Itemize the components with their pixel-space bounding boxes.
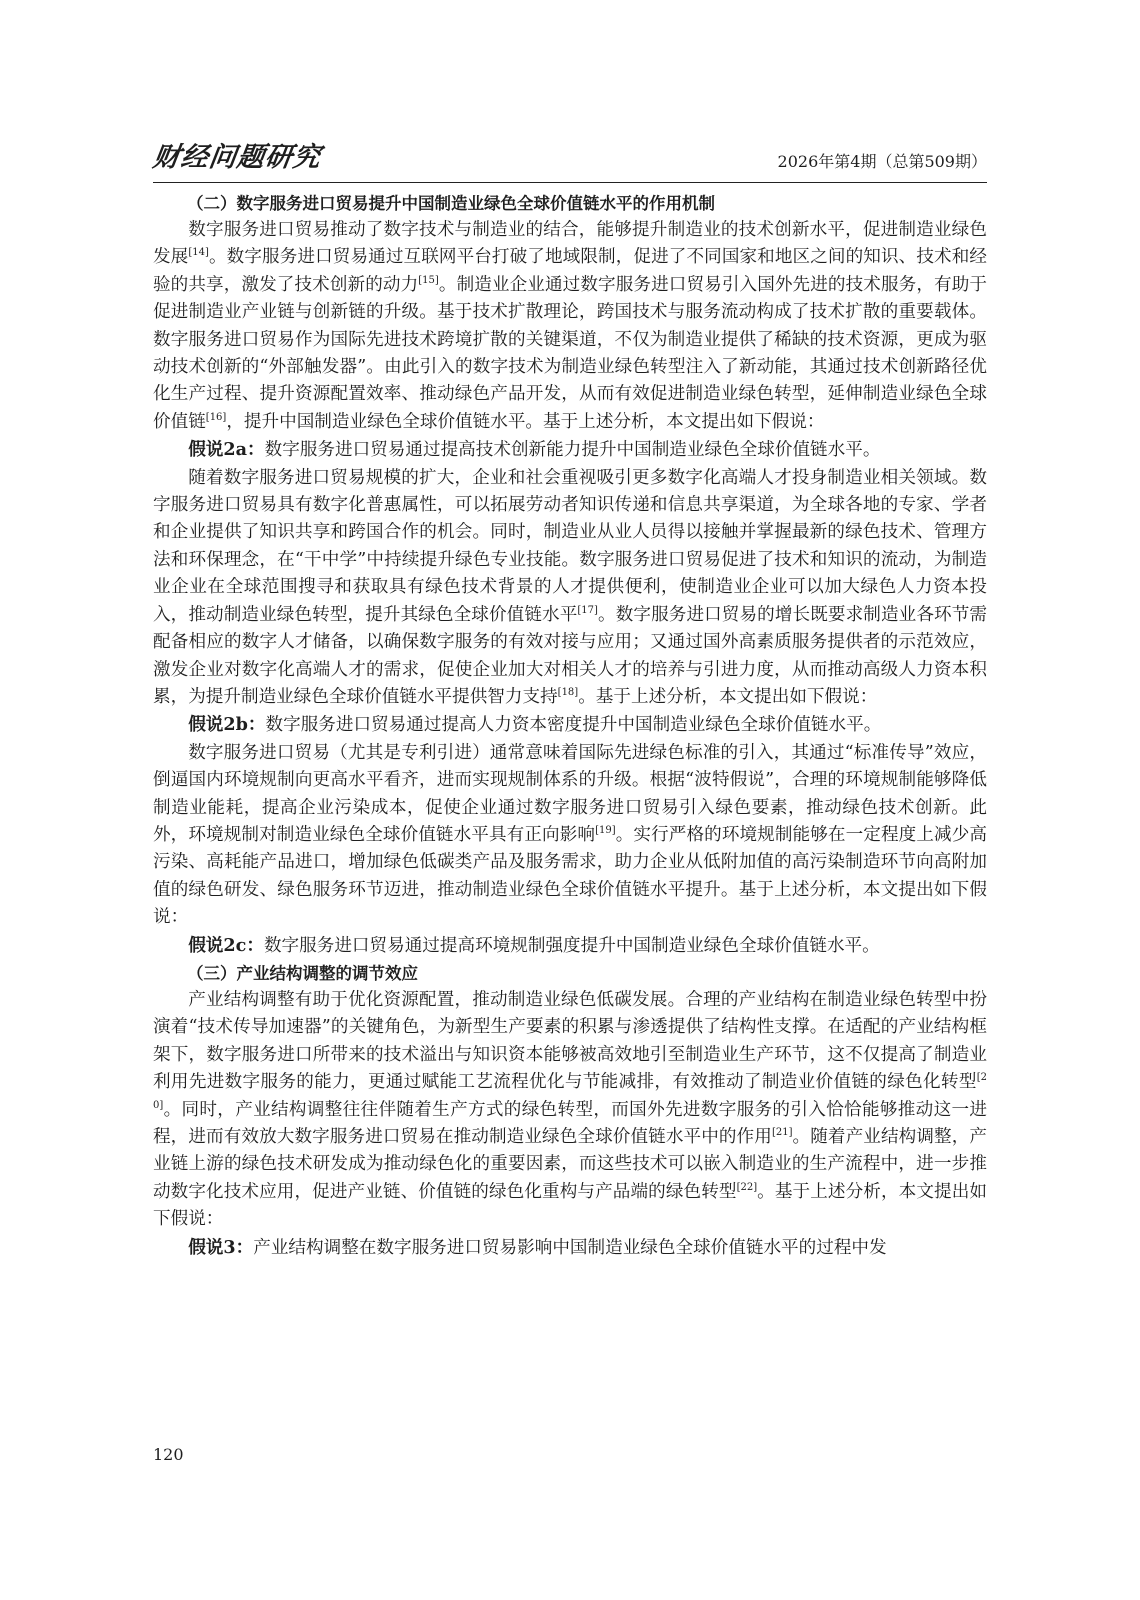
hypothesis-2a: 假说2a：数字服务进口贸易通过提高技术创新能力提升中国制造业绿色全球价值链水平。 — [188, 439, 881, 461]
citation: [20] — [153, 1072, 987, 1111]
citation: [17] — [577, 604, 598, 616]
citation: [21] — [771, 1127, 793, 1138]
section-heading-3: （三）产业结构调整的调节效应 — [187, 963, 418, 983]
citation: [14] — [188, 247, 209, 259]
hypothesis-label: 假说2c： — [188, 934, 264, 956]
page-number: 120 — [153, 1445, 184, 1464]
paragraph: 随着数字服务进口贸易规模的扩大，企业和社会重视吸引更多数字化高端人才投身制造业相关领域。数字服务进口贸易具有数字化普惠属性，可以拓展劳动者知识传递和信息共享渠道，为全球各地的专家、学者和企业提供了知识共享和跨国合作的机会。同时，制造业从业人员得以接触并掌握最新的绿色技术、管理方法和环保理念，在“干中学”中持续提升绿色专业技能。数字服务进口贸易促进了技术和知识的流动，为制造业企业在全球范围搜寻和获取具有绿色技术背景的人才提供便利，使制造业企业可以加大绿色人力资本投入，推动制造业绿色转型，提升其绿色全球价值链水平[17]。数字服务进口贸易的增长既要求制造业各环节需配备相应的数字人才储备，以确保数字服务的有效对接与应用；又通过国外高素质服务提供者的示范效应，激发企业对数字化高端人才的需求，促使企业加大对相关人才的培养与引进力度，从而推动高级人力资本积累，为提升制造业绿色全球价值链水平提供智力支持[18]。基于上述分析，本文提出如下假说： — [153, 467, 987, 707]
section-heading-2: （二）数字服务进口贸易提升中国制造业绿色全球价值链水平的作用机制 — [187, 194, 715, 213]
hypothesis-2c: 假说2c：数字服务进口贸易通过提高环境规制强度提升中国制造业绿色全球价值链水平。 — [188, 934, 880, 956]
issue-info: 2026年第4期（总第509期） — [777, 152, 987, 171]
hypothesis-label: 假说3： — [188, 1236, 254, 1258]
hypothesis-label: 假说2a： — [188, 439, 265, 461]
hypothesis-2b: 假说2b：数字服务进口贸易通过提高人力资本密度提升中国制造业绿色全球价值链水平。 — [188, 714, 882, 736]
header-rule — [153, 182, 987, 183]
citation: [16] — [205, 411, 227, 423]
paragraph: 数字服务进口贸易（尤其是专利引进）通常意味着国际先进绿色标准的引入，其通过“标准传导”效应，倒逼国内环境规制向更高水平看齐，进而实现规制体系的升级。根据“波特假说”，合理的环境规制能够降低制造业能耗，提高企业污染成本，促使企业通过数字服务进口贸易引入绿色要素，推动绿色技术创新。此外，环境规制对制造业绿色全球价值链水平具有正向影响[19]。实行严格的环境规制能够在一定程度上减少高污染、高耗能产品进口，增加绿色低碳类产品及服务需求，助力企业从低附加值的高污染制造环节向高附加值的绿色研发、绿色服务环节迈进，推动制造业绿色全球价值链水平提升。基于上述分析，本文提出如下假说： — [153, 742, 987, 928]
citation: [15] — [418, 274, 439, 286]
hypothesis-label: 假说2b： — [188, 714, 266, 736]
citation: [19] — [595, 824, 616, 836]
journal-logo: 财经问题研究 — [150, 142, 324, 173]
paragraph: 产业结构调整有助于优化资源配置，推动制造业绿色低碳发展。合理的产业结构在制造业绿色转型中扮演着“技术传导加速器”的关键角色，为新型生产要素的积累与渗透提供了结构性支撑。在适配的产业结构框架下，数字服务进口所带来的技术溢出与知识资本能够被高效地引至制造业生产环节，这不仅提高了制造业利用先进数字服务的能力，更通过赋能工艺流程优化与节能减排，有效推动了制造业价值链的绿色化转型[20]。同时，产业结构调整往往伴随着生产方式的绿色转型，而国外先进数字服务的引入恰恰能够推动这一进程，进而有效放大数字服务进口贸易在推动制造业绿色全球价值链水平中的作用[21]。随着产业结构调整，产业链上游的绿色技术研发成为推动绿色化的重要因素，而这些技术可以嵌入制造业的生产流程中，进一步推动数字化技术应用，促进产业链、价值链的绿色化重构与产品端的绿色转型[22]。基于上述分析，本文提出如下假说： — [153, 989, 987, 1230]
page-header — [150, 140, 987, 184]
citation: [18] — [557, 686, 579, 698]
hypothesis-3: 假说3：产业结构调整在数字服务进口贸易影响中国制造业绿色全球价值链水平的过程中发 — [188, 1236, 887, 1258]
citation: [22] — [736, 1181, 758, 1193]
paragraph: 数字服务进口贸易推动了数字技术与制造业的结合，能够提升制造业的技术创新水平，促进制造业绿色发展[14]。数字服务进口贸易通过互联网平台打破了地域限制，促进了不同国家和地区之间的知识、技术和经验的共享，激发了技术创新的动力[15]。制造业企业通过数字服务进口贸易引入国外先进的技术服务，有助于促进制造业产业链与创新链的升级。基于技术扩散理论，跨国技术与服务流动构成了技术扩散的重要载体。数字服务进口贸易作为国际先进技术跨境扩散的关键渠道，不仅为制造业提供了稀缺的技术资源，更成为驱动技术创新的“外部触发器”。由此引入的数字技术为制造业绿色转型注入了新动能，其通过技术创新路径优化生产过程、提升资源配置效率、推动绿色产品开发，从而有效促进制造业绿色转型，延伸制造业绿色全球价值链[16]，提升中国制造业绿色全球价值链水平。基于上述分析，本文提出如下假说： — [153, 220, 987, 432]
article-body — [153, 190, 987, 1262]
